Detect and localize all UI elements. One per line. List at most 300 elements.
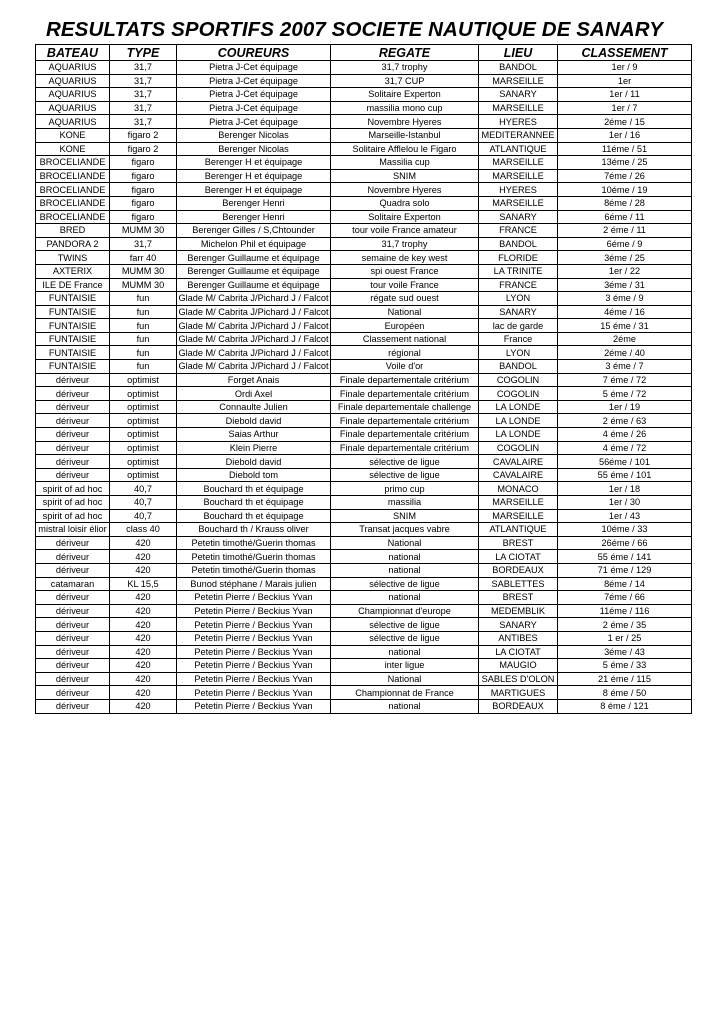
table-row <box>36 482 692 496</box>
classement-cell: 1er / 16 <box>558 128 692 142</box>
coureurs-cell: Bouchard th et équipage <box>177 482 331 496</box>
coureurs-cell: Pietra J-Cet équipage <box>177 74 331 88</box>
coureurs-cell: Petetin timothé/Guerin thomas <box>177 536 331 550</box>
coureurs-cell: Bouchard th et équipage <box>177 509 331 523</box>
bateau-cell: AQUARIUS <box>36 115 110 129</box>
classement-cell: 71 éme / 129 <box>558 563 692 577</box>
classement-cell: 11éme / 51 <box>558 142 692 156</box>
coureurs-cell: Petetin timothé/Guerin thomas <box>177 550 331 564</box>
classement-cell: 3 éme / 9 <box>558 292 692 306</box>
lieu-cell: SABLETTES <box>479 577 558 591</box>
coureurs-cell: Berenger Henri <box>177 210 331 224</box>
classement-cell: 1er / 22 <box>558 264 692 278</box>
coureurs-cell: Pietra J-Cet équipage <box>177 88 331 102</box>
bateau-cell: mistral loisir élior <box>36 523 110 537</box>
lieu-cell: BREST <box>479 536 558 550</box>
column-header-classement: CLASSEMENT <box>558 45 692 61</box>
table-row <box>36 618 692 632</box>
column-header-regate: REGATE <box>331 45 479 61</box>
table-row <box>36 156 692 170</box>
lieu-cell: SANARY <box>479 305 558 319</box>
bateau-cell: BROCELIANDE <box>36 196 110 210</box>
header-row <box>36 45 692 61</box>
lieu-cell: ANTIBES <box>479 631 558 645</box>
lieu-cell: lac de garde <box>479 319 558 333</box>
bateau-cell: ILE DE France <box>36 278 110 292</box>
coureurs-cell: Berenger H et équipage <box>177 169 331 183</box>
lieu-cell: BANDOL <box>479 360 558 374</box>
regate-cell: Finale departementale critérium <box>331 428 479 442</box>
table-row <box>36 645 692 659</box>
classement-cell: 4 éme / 72 <box>558 441 692 455</box>
classement-cell: 8 éme / 121 <box>558 699 692 713</box>
table-row <box>36 74 692 88</box>
regate-cell: Voile d'or <box>331 360 479 374</box>
table-row <box>36 550 692 564</box>
coureurs-cell: Glade M/ Cabrita J/Pichard J / Falcot <box>178 320 329 331</box>
table-row <box>36 387 692 401</box>
type-cell: farr 40 <box>110 251 177 265</box>
type-cell: 420 <box>110 604 177 618</box>
table-row <box>36 169 692 183</box>
regate-cell: Classement national <box>331 332 479 346</box>
regate-cell: régional <box>331 346 479 360</box>
lieu-cell: SABLES D'OLON <box>479 672 558 686</box>
regate-cell: semaine de key west <box>331 251 479 265</box>
results-table <box>35 44 692 714</box>
lieu-cell: LA LONDE <box>479 428 558 442</box>
regate-cell: SNIM <box>331 169 479 183</box>
column-header-lieu: LIEU <box>479 45 558 61</box>
classement-cell: 7 éme / 72 <box>558 373 692 387</box>
lieu-cell: COGOLIN <box>479 373 558 387</box>
regate-cell: massilia mono cup <box>331 101 479 115</box>
table-row <box>36 224 692 238</box>
coureurs-cell: Petetin Pierre / Beckius Yvan <box>177 645 331 659</box>
classement-cell: 5 éme / 72 <box>558 387 692 401</box>
lieu-cell: MARSEILLE <box>479 156 558 170</box>
regate-cell: Transat jacques vabre <box>331 523 479 537</box>
classement-cell: 6éme / 9 <box>558 237 692 251</box>
lieu-cell: MONACO <box>479 482 558 496</box>
type-cell: figaro <box>110 196 177 210</box>
table-row <box>36 251 692 265</box>
lieu-cell: MARSEILLE <box>479 74 558 88</box>
type-cell: figaro <box>110 156 177 170</box>
table-row <box>36 577 692 591</box>
bateau-cell: BRED <box>36 224 110 238</box>
table-row <box>36 332 692 346</box>
lieu-cell: ATLANTIQUE <box>479 523 558 537</box>
lieu-cell: MEDITERANNEE <box>479 128 558 142</box>
table-row <box>36 61 692 75</box>
table-row <box>36 101 692 115</box>
table-row <box>36 373 692 387</box>
type-cell: 420 <box>110 563 177 577</box>
bateau-cell: dériveur <box>36 672 110 686</box>
bateau-cell: dériveur <box>36 618 110 632</box>
bateau-cell: AQUARIUS <box>36 61 110 75</box>
bateau-cell: PANDORA 2 <box>36 237 110 251</box>
regate-cell: massilia <box>331 496 479 510</box>
regate-cell: Finale departementale critérium <box>331 373 479 387</box>
bateau-cell: TWINS <box>36 251 110 265</box>
lieu-cell: FRANCE <box>479 224 558 238</box>
regate-cell: National <box>331 305 479 319</box>
lieu-cell: COGOLIN <box>479 387 558 401</box>
classement-cell: 15 éme / 31 <box>558 319 692 333</box>
results-body <box>36 61 692 714</box>
coureurs-cell: Glade M/ Cabrita J/Pichard J / Falcot <box>178 293 329 304</box>
type-cell: optimist <box>110 400 177 414</box>
bateau-cell: FUNTAISIE <box>36 319 110 333</box>
type-cell: optimist <box>110 468 177 482</box>
classement-cell: 3éme / 43 <box>558 645 692 659</box>
column-header-coureurs: COUREURS <box>177 45 331 61</box>
coureurs-cell: Glade M/ Cabrita J/Pichard J / Falcot <box>178 347 329 358</box>
coureurs-cell: Petetin Pierre / Beckius Yvan <box>177 618 331 632</box>
coureurs-cell: Berenger Guillaume et équipage <box>177 251 331 265</box>
table-row <box>36 115 692 129</box>
table-row <box>36 183 692 197</box>
table-row <box>36 631 692 645</box>
classement-cell: 1er / 11 <box>558 88 692 102</box>
classement-cell: 1er / 9 <box>558 61 692 75</box>
lieu-cell: SANARY <box>479 210 558 224</box>
type-cell: 420 <box>110 699 177 713</box>
classement-cell: 8éme / 28 <box>558 196 692 210</box>
lieu-cell: BANDOL <box>479 237 558 251</box>
lieu-cell: LA LONDE <box>479 414 558 428</box>
coureurs-cell: Berenger Nicolas <box>177 142 331 156</box>
regate-cell: Finale departementale critérium <box>331 414 479 428</box>
classement-cell: 21 éme / 115 <box>558 672 692 686</box>
bateau-cell: dériveur <box>36 428 110 442</box>
classement-cell: 1er <box>558 74 692 88</box>
regate-cell: National <box>331 672 479 686</box>
type-cell: optimist <box>110 441 177 455</box>
type-cell: 420 <box>110 631 177 645</box>
lieu-cell: ATLANTIQUE <box>479 142 558 156</box>
classement-cell: 1er / 18 <box>558 482 692 496</box>
type-cell: 420 <box>110 672 177 686</box>
classement-cell: 55 éme / 101 <box>558 468 692 482</box>
regate-cell: tour voile France amateur <box>331 224 479 238</box>
table-row <box>36 305 692 319</box>
type-cell: MUMM 30 <box>110 278 177 292</box>
classement-cell: 1er / 7 <box>558 101 692 115</box>
bateau-cell: AQUARIUS <box>36 74 110 88</box>
coureurs-cell: Petetin Pierre / Beckius Yvan <box>177 699 331 713</box>
type-cell: 40,7 <box>110 496 177 510</box>
type-cell: fun <box>110 319 177 333</box>
coureurs-cell: Pietra J-Cet équipage <box>177 101 331 115</box>
type-cell: 420 <box>110 618 177 632</box>
type-cell: 40,7 <box>110 482 177 496</box>
bateau-cell: FUNTAISIE <box>36 346 110 360</box>
table-row <box>36 672 692 686</box>
coureurs-cell: Pietra J-Cet équipage <box>177 61 331 75</box>
bateau-cell: AQUARIUS <box>36 88 110 102</box>
table-row <box>36 428 692 442</box>
classement-cell: 4 éme / 26 <box>558 428 692 442</box>
type-cell: fun <box>110 292 177 306</box>
table-row <box>36 468 692 482</box>
coureurs-cell: Berenger Guillaume et équipage <box>177 278 331 292</box>
bateau-cell: AQUARIUS <box>36 101 110 115</box>
classement-cell: 2éme <box>558 332 692 346</box>
regate-cell: Championnat de France <box>331 686 479 700</box>
coureurs-cell: Bouchard th / Krauss oliver <box>177 523 331 537</box>
regate-cell: national <box>331 699 479 713</box>
classement-cell: 10éme / 19 <box>558 183 692 197</box>
classement-cell: 4éme / 16 <box>558 305 692 319</box>
classement-cell: 3éme / 31 <box>558 278 692 292</box>
type-cell: 420 <box>110 659 177 673</box>
regate-cell: Finale departementale challenge <box>331 400 479 414</box>
type-cell: MUMM 30 <box>110 224 177 238</box>
type-cell: 31,7 <box>110 88 177 102</box>
lieu-cell: BORDEAUX <box>479 563 558 577</box>
classement-cell: 55 éme / 141 <box>558 550 692 564</box>
bateau-cell: BROCELIANDE <box>36 169 110 183</box>
classement-cell: 2 éme / 35 <box>558 618 692 632</box>
bateau-cell: catamaran <box>36 577 110 591</box>
regate-cell: tour voile France <box>331 278 479 292</box>
lieu-cell: MARSEILLE <box>479 496 558 510</box>
bateau-cell: dériveur <box>36 591 110 605</box>
type-cell: 31,7 <box>110 61 177 75</box>
regate-cell: 31,7 CUP <box>331 74 479 88</box>
bateau-cell: spirit of ad hoc <box>36 482 110 496</box>
coureurs-cell: Glade M/ Cabrita J/Pichard J / Falcot <box>178 361 329 372</box>
coureurs-cell: Berenger Guillaume et équipage <box>177 264 331 278</box>
bateau-cell: dériveur <box>36 414 110 428</box>
classement-cell: 1er / 43 <box>558 509 692 523</box>
classement-cell: 2éme / 15 <box>558 115 692 129</box>
lieu-cell: MAUGIO <box>479 659 558 673</box>
lieu-cell: MEDEMBLIK <box>479 604 558 618</box>
coureurs-cell: Petetin timothé/Guerin thomas <box>177 563 331 577</box>
classement-cell: 8 éme / 50 <box>558 686 692 700</box>
type-cell: fun <box>110 305 177 319</box>
regate-cell: national <box>331 591 479 605</box>
bateau-cell: AXTERIX <box>36 264 110 278</box>
type-cell: 31,7 <box>110 237 177 251</box>
classement-cell: 2 éme / 11 <box>558 224 692 238</box>
type-cell: 420 <box>110 550 177 564</box>
regate-cell: Novembre Hyeres <box>331 183 479 197</box>
lieu-cell: CAVALAIRE <box>479 455 558 469</box>
table-row <box>36 210 692 224</box>
table-row <box>36 414 692 428</box>
coureurs-cell: Connaulte Julien <box>177 400 331 414</box>
bateau-cell: BROCELIANDE <box>36 183 110 197</box>
lieu-cell: LYON <box>479 346 558 360</box>
coureurs-cell: Saias Arthur <box>177 428 331 442</box>
lieu-cell: LA CIOTAT <box>479 645 558 659</box>
bateau-cell: dériveur <box>36 536 110 550</box>
table-row <box>36 604 692 618</box>
regate-cell: 31,7 trophy <box>331 61 479 75</box>
regate-cell: Novembre Hyeres <box>331 115 479 129</box>
regate-cell: Solitaire Experton <box>331 88 479 102</box>
table-row <box>36 237 692 251</box>
type-cell: 420 <box>110 591 177 605</box>
lieu-cell: MARSEILLE <box>479 169 558 183</box>
table-row <box>36 346 692 360</box>
type-cell: optimist <box>110 387 177 401</box>
classement-cell: 1er / 19 <box>558 400 692 414</box>
table-row <box>36 536 692 550</box>
type-cell: optimist <box>110 373 177 387</box>
regate-cell: sélective de ligue <box>331 577 479 591</box>
classement-cell: 1er / 30 <box>558 496 692 510</box>
classement-cell: 1 er / 25 <box>558 631 692 645</box>
lieu-cell: HYERES <box>479 115 558 129</box>
bateau-cell: dériveur <box>36 441 110 455</box>
table-row <box>36 441 692 455</box>
table-row <box>36 455 692 469</box>
classement-cell: 26éme / 66 <box>558 536 692 550</box>
bateau-cell: dériveur <box>36 400 110 414</box>
regate-cell: sélective de ligue <box>331 455 479 469</box>
type-cell: fun <box>110 360 177 374</box>
type-cell: fun <box>110 346 177 360</box>
lieu-cell: MARSEILLE <box>479 509 558 523</box>
table-row <box>36 360 692 374</box>
lieu-cell: LA CIOTAT <box>479 550 558 564</box>
coureurs-cell: Berenger Nicolas <box>177 128 331 142</box>
bateau-cell: FUNTAISIE <box>36 305 110 319</box>
classement-cell: 10éme / 33 <box>558 523 692 537</box>
bateau-cell: KONE <box>36 142 110 156</box>
coureurs-cell: Glade M/ Cabrita J/Pichard J / Falcot <box>178 334 329 345</box>
coureurs-cell: Petetin Pierre / Beckius Yvan <box>177 672 331 686</box>
classement-cell: 2éme / 40 <box>558 346 692 360</box>
bateau-cell: spirit of ad hoc <box>36 509 110 523</box>
bateau-cell: FUNTAISIE <box>36 332 110 346</box>
table-row <box>36 88 692 102</box>
lieu-cell: BREST <box>479 591 558 605</box>
table-row <box>36 400 692 414</box>
regate-cell: inter ligue <box>331 659 479 673</box>
bateau-cell: spirit of ad hoc <box>36 496 110 510</box>
regate-cell: national <box>331 563 479 577</box>
regate-cell: Solitaire Afflelou le Figaro <box>331 142 479 156</box>
bateau-cell: dériveur <box>36 659 110 673</box>
lieu-cell: LA LONDE <box>479 400 558 414</box>
type-cell: class 40 <box>110 523 177 537</box>
regate-cell: Finale departementale critérium <box>331 441 479 455</box>
type-cell: MUMM 30 <box>110 264 177 278</box>
regate-cell: spi ouest France <box>331 264 479 278</box>
table-row <box>36 563 692 577</box>
regate-cell: primo cup <box>331 482 479 496</box>
lieu-cell: HYERES <box>479 183 558 197</box>
coureurs-cell: Diebold tom <box>177 468 331 482</box>
table-row <box>36 264 692 278</box>
lieu-cell: France <box>479 332 558 346</box>
coureurs-cell: Forget Anais <box>177 373 331 387</box>
coureurs-cell: Petetin Pierre / Beckius Yvan <box>177 604 331 618</box>
table-row <box>36 278 692 292</box>
bateau-cell: dériveur <box>36 686 110 700</box>
type-cell: 420 <box>110 645 177 659</box>
table-row <box>36 319 692 333</box>
classement-cell: 3 éme / 7 <box>558 360 692 374</box>
table-row <box>36 699 692 713</box>
bateau-cell: dériveur <box>36 550 110 564</box>
bateau-cell: dériveur <box>36 373 110 387</box>
coureurs-cell: Diebold david <box>177 455 331 469</box>
table-row <box>36 196 692 210</box>
lieu-cell: MARSEILLE <box>479 101 558 115</box>
regate-cell: Massilia cup <box>331 156 479 170</box>
type-cell: figaro <box>110 169 177 183</box>
classement-cell: 13éme / 25 <box>558 156 692 170</box>
bateau-cell: FUNTAISIE <box>36 292 110 306</box>
type-cell: 31,7 <box>110 101 177 115</box>
table-row <box>36 292 692 306</box>
table-row <box>36 509 692 523</box>
bateau-cell: BROCELIANDE <box>36 156 110 170</box>
regate-cell: Finale departementale critérium <box>331 387 479 401</box>
type-cell: optimist <box>110 455 177 469</box>
column-header-bateau: BATEAU <box>36 45 110 61</box>
bateau-cell: dériveur <box>36 468 110 482</box>
regate-cell: sélective de ligue <box>331 618 479 632</box>
bateau-cell: KONE <box>36 128 110 142</box>
coureurs-cell: Petetin Pierre / Beckius Yvan <box>177 631 331 645</box>
bateau-cell: dériveur <box>36 604 110 618</box>
regate-cell: SNIM <box>331 509 479 523</box>
coureurs-cell: Berenger H et équipage <box>177 183 331 197</box>
coureurs-cell: Ordi Axel <box>177 387 331 401</box>
table-row <box>36 523 692 537</box>
bateau-cell: FUNTAISIE <box>36 360 110 374</box>
regate-cell: régate sud ouest <box>331 292 479 306</box>
lieu-cell: MARSEILLE <box>479 196 558 210</box>
type-cell: 40,7 <box>110 509 177 523</box>
regate-cell: National <box>331 536 479 550</box>
coureurs-cell: Berenger Gilles / S,Chtounder <box>177 224 331 238</box>
regate-cell: sélective de ligue <box>331 468 479 482</box>
type-cell: figaro <box>110 210 177 224</box>
type-cell: optimist <box>110 428 177 442</box>
table-row <box>36 128 692 142</box>
table-row <box>36 659 692 673</box>
type-cell: KL 15,5 <box>110 577 177 591</box>
coureurs-cell: Bouchard th et équipage <box>177 496 331 510</box>
bateau-cell: BROCELIANDE <box>36 210 110 224</box>
column-header-type: TYPE <box>110 45 177 61</box>
regate-cell: national <box>331 645 479 659</box>
classement-cell: 7éme / 26 <box>558 169 692 183</box>
bateau-cell: dériveur <box>36 645 110 659</box>
coureurs-cell: Petetin Pierre / Beckius Yvan <box>177 686 331 700</box>
regate-cell: national <box>331 550 479 564</box>
lieu-cell: CAVALAIRE <box>479 468 558 482</box>
lieu-cell: FRANCE <box>479 278 558 292</box>
classement-cell: 11éme / 116 <box>558 604 692 618</box>
classement-cell: 5 éme / 33 <box>558 659 692 673</box>
table-row <box>36 686 692 700</box>
coureurs-cell: Bunod stéphane / Marais julien <box>177 577 331 591</box>
classement-cell: 7éme / 66 <box>558 591 692 605</box>
page-title: RESULTATS SPORTIFS 2007 SOCIETE NAUTIQUE DE SANARY <box>46 18 664 41</box>
coureurs-cell: Michelon Phil et équipage <box>177 237 331 251</box>
